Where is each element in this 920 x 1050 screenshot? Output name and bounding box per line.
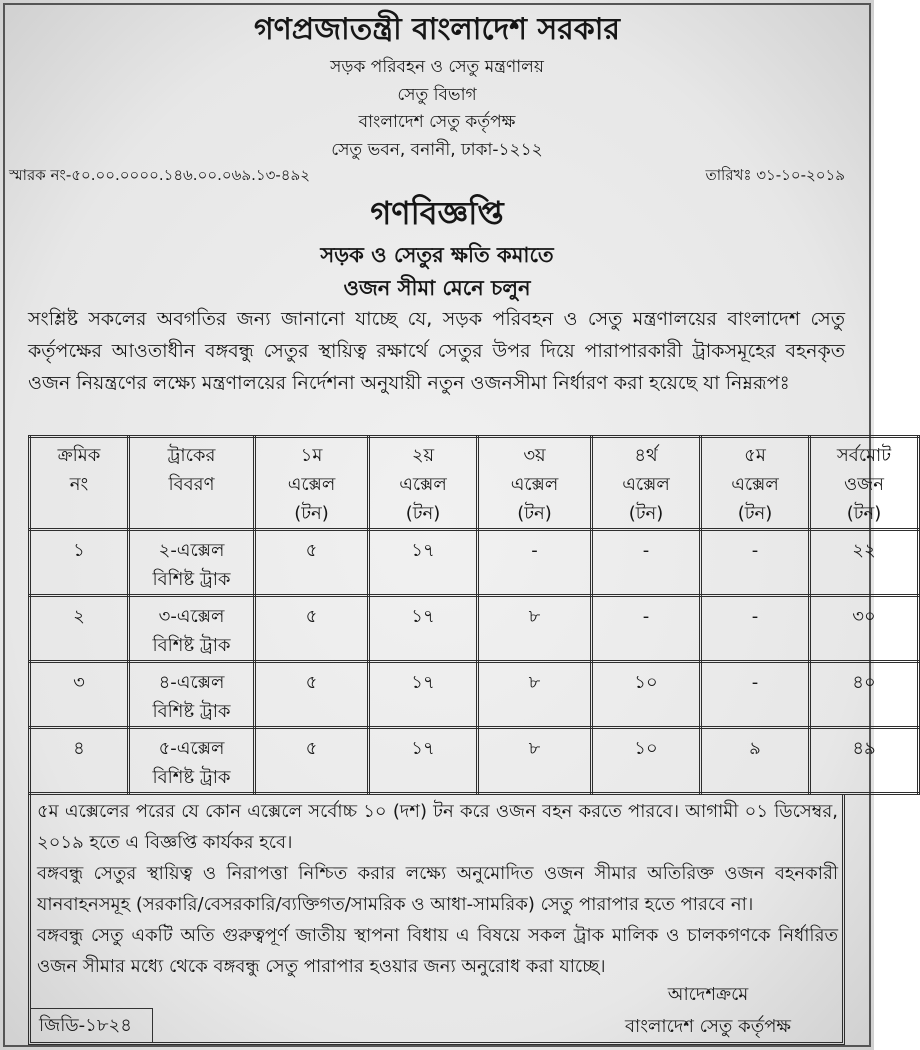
notice-subtitle-1: সড়ক ও সেতুর ক্ষতি কমাতে <box>320 243 554 267</box>
cell-axle-1: ৫ <box>255 728 369 794</box>
table-row <box>30 530 919 596</box>
table-header-axle-4: ৪র্থ এক্সেল (টন) <box>592 437 701 530</box>
table-header-total-weight: সর্বমোট ওজন (টন) <box>810 437 919 530</box>
cell-axle-5: - <box>701 596 810 662</box>
table-head <box>30 437 919 530</box>
authority-name: বাংলাদেশ সেতু কর্তৃপক্ষ <box>358 112 516 132</box>
cell-truck-description: ৫-এক্সেল বিশিষ্ট ট্রাক <box>129 728 255 794</box>
cell-total-weight: ৩০ <box>810 596 919 662</box>
cell-truck-description: ২-এক্সেল বিশিষ্ট ট্রাক <box>129 530 255 596</box>
cell-total-weight: ২২ <box>810 530 919 596</box>
table-body <box>30 530 919 794</box>
cell-axle-2: ১৭ <box>369 596 478 662</box>
notice-subtitle-2: ওজন সীমা মেনে চলুন <box>343 276 531 300</box>
table-header-axle-1: ১ম এক্সেল (টন) <box>255 437 369 530</box>
table-header-row <box>30 437 919 530</box>
division-name: সেতু বিভাগ <box>397 85 477 105</box>
cell-axle-5: - <box>701 530 810 596</box>
footer-paragraph-safety: বঙ্গবন্ধু সেতুর স্থায়িত্ব ও নিরাপত্তা নিশ্চিত করার লক্ষ্যে অনুমোদিত ওজন সীমার অতিরিক্ত ওজন বহনকারী যানবাহনসমূহ (সরকারি/বেসরকারি/ব্যক্তিগত/সামরিক ও আধা-সামরিক) সেতু পারাপার হতে পারবে না। <box>37 863 838 915</box>
notice-footer <box>28 795 845 1045</box>
table-row <box>30 728 919 794</box>
cell-axle-1: ৫ <box>255 662 369 728</box>
cell-axle-2: ১৭ <box>369 662 478 728</box>
table-header-serial: ক্রমিক নং <box>30 437 129 530</box>
signatory: বাংলাদেশ সেতু কর্তৃপক্ষ <box>625 1016 791 1037</box>
notice-body <box>28 435 892 1045</box>
notice-date: তারিখঃ ৩১-১০-২০১৯ <box>705 166 845 184</box>
footer-paragraphs <box>31 795 842 982</box>
cell-axle-5: ৯ <box>701 728 810 794</box>
cell-axle-4: - <box>592 530 701 596</box>
cell-axle-4: ১০ <box>592 728 701 794</box>
office-address: সেতু ভবন, বনানী, ঢাকা-১২১২ <box>331 140 543 160</box>
cell-axle-1: ৫ <box>255 530 369 596</box>
cell-axle-4: - <box>592 596 701 662</box>
table-header-truck-description: ট্রাকের বিবরণ <box>129 437 255 530</box>
cell-axle-3: ৮ <box>478 728 592 794</box>
cell-total-weight: ৪৯ <box>810 728 919 794</box>
cell-axle-3: - <box>478 530 592 596</box>
notice-title: গণবিজ্ঞপ্তি <box>370 194 504 232</box>
table-row <box>30 596 919 662</box>
cell-serial: ২ <box>30 596 129 662</box>
intro-paragraph: সংশ্লিষ্ট সকলের অবগতির জন্য জানানো যাচ্ছে যে, সড়ক পরিবহন ও সেতু মন্ত্রণালয়ের বাংলাদেশ সেতু কর্তৃপক্ষের আওতাধীন বঙ্গবন্ধু সেতুর স্থায়িত্ব রক্ষার্থে সেতুর উপর দিয়ে পারাপারকারী ট্রাকসমূহের বহনকৃত ওজন নিয়ন্ত্রণের লক্ষ্যে মন্ত্রণালয়ের নির্দেশনা অনুযায়ী নতুন ওজনসীমা নির্ধারণ করা হয়েছে যা নিম্নরূপঃ <box>28 308 845 394</box>
cell-truck-description: ৩-এক্সেল বিশিষ্ট ট্রাক <box>129 596 255 662</box>
weight-limit-table <box>28 435 920 795</box>
cell-truck-description: ৪-এক্সেল বিশিষ্ট ট্রাক <box>129 662 255 728</box>
memo-number: স্মারক নং-৫০.০০.০০০০.১৪৬.০০.০৬৯.১৩-৪৯২ <box>9 166 310 184</box>
cell-axle-2: ১৭ <box>369 728 478 794</box>
ministry-name: সড়ক পরিবহন ও সেতু মন্ত্রণালয় <box>330 57 544 77</box>
cell-axle-1: ৫ <box>255 596 369 662</box>
cell-axle-5: - <box>701 662 810 728</box>
table-header-axle-2: ২য় এক্সেল (টন) <box>369 437 478 530</box>
table-header-axle-5: ৫ম এক্সেল (টন) <box>701 437 810 530</box>
cell-serial: ৪ <box>30 728 129 794</box>
cell-axle-3: ৮ <box>478 662 592 728</box>
footer-paragraph-request: বঙ্গবন্ধু সেতু একটি অতি গুরুত্বপূর্ণ জাতীয় স্থাপনা বিধায় এ বিষয়ে সকল ট্রাক মালিক ও চালকগণকে নির্ধারিত ওজন সীমার মধ্যে থেকে বঙ্গবন্ধু সেতু পারাপার হওয়ার জন্য অনুরোধ করা যাচ্ছে। <box>37 925 838 977</box>
cell-axle-3: ৮ <box>478 596 592 662</box>
government-title: গণপ্রজাতন্ত্রী বাংলাদেশ সরকার <box>254 12 620 47</box>
footer-paragraph-extra-axle: ৫ম এক্সেলের পরের যে কোন এক্সেলে সর্বোচ্চ ১০ (দশ) টন করে ওজন বহন করতে পারবে। আগামী ০১ ডিসেম্বর, ২০১৯ হতে এ বিজ্ঞপ্তি কার্যকর হবে। <box>37 801 838 853</box>
table-header-axle-3: ৩য় এক্সেল (টন) <box>478 437 592 530</box>
cell-total-weight: ৪০ <box>810 662 919 728</box>
order-label: আদেশক্রমে <box>667 984 749 1005</box>
gd-number: জিডি-১৮২৪ <box>31 1008 153 1042</box>
memo-row <box>9 163 845 187</box>
cell-axle-4: ১০ <box>592 662 701 728</box>
cell-serial: ১ <box>30 530 129 596</box>
table-row <box>30 662 919 728</box>
cell-serial: ৩ <box>30 662 129 728</box>
cell-axle-2: ১৭ <box>369 530 478 596</box>
